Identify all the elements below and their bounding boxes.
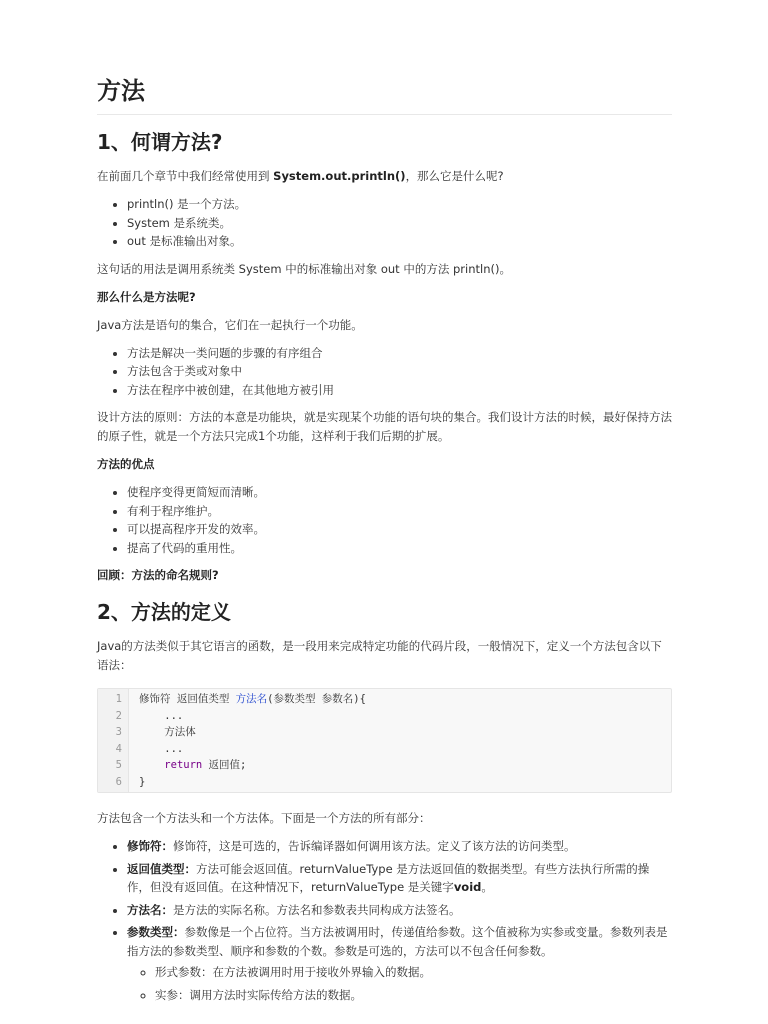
- list-item: • out 是标准输出对象。: [127, 232, 672, 251]
- list-item: • System 是系统类。: [127, 214, 672, 233]
- article-content: [97, 74, 672, 1013]
- list-item: • 使程序变得更简短而清晰。: [127, 483, 672, 502]
- list-item: • 可以提高程序开发的效率。: [127, 520, 672, 539]
- question-heading: 那么什么是方法呢?: [97, 289, 196, 304]
- code-line: return 返回值;: [164, 759, 247, 771]
- list-item: ◦ 实参：调用方法时实际传给方法的数据。: [155, 986, 672, 1005]
- inline-code: System.out.println(): [273, 169, 406, 183]
- list-item: • println() 是一个方法。: [127, 195, 672, 214]
- usage-paragraph: 这句话的用法是调用系统类 System 中的标准输出对象 out 中的方法 println()。: [97, 261, 511, 276]
- code-line: 方法体: [139, 726, 196, 738]
- syntax-intro-paragraph: Java的方法类似于其它语言的函数，是一段用来完成特定功能的代码片段，一般情况下，定义一个方法包含以下语法：: [97, 639, 662, 672]
- list-item: ◦ 形式参数：在方法被调用时用于接收外界输入的数据。: [155, 963, 672, 982]
- code-line: }: [139, 775, 146, 788]
- section1-heading: 1、何谓方法?: [97, 130, 223, 154]
- list-item: • 修饰符：修饰符，这是可选的，告诉编译器如何调用该方法。定义了该方法的访问类型。: [127, 837, 672, 856]
- advantages-list: [97, 483, 672, 557]
- design-principle-paragraph: 设计方法的原则：方法的本意是功能块，就是实现某个功能的语句块的集合。我们设计方法的时候，最好保持方法的原子性，就是一个方法只完成1个功能，这样利于我们后期的扩展。: [97, 410, 672, 443]
- list-item: • 提高了代码的重用性。: [127, 539, 672, 558]
- advantages-heading: 方法的优点: [97, 457, 155, 471]
- code-line: ...: [139, 742, 184, 755]
- section2-heading: 2、方法的定义: [97, 600, 231, 624]
- list-item: • 返回值类型：方法可能会返回值。returnValueType 是方法返回值的数据类型。有些方法执行所需的操作，但没有返回值。在这种情况下，returnValueType 是关键字void。: [127, 860, 672, 897]
- code-line: 修饰符 返回值类型 方法名(参数类型 参数名){: [139, 693, 366, 705]
- code-line: ...: [139, 709, 184, 722]
- list-item: • 方法在程序中被创建，在其他地方被引用: [127, 381, 672, 400]
- method-features-list: [97, 344, 672, 400]
- println-list: [97, 195, 672, 251]
- code-block[interactable]: [97, 688, 672, 793]
- code-lines: [129, 689, 366, 792]
- list-item: • 有利于程序维护。: [127, 502, 672, 521]
- definition-paragraph: Java方法是语句的集合，它们在一起执行一个功能。: [97, 317, 363, 332]
- line-number-gutter: 1 2 3 4 5 6: [98, 689, 129, 792]
- review-heading: 回顾：方法的命名规则?: [97, 568, 219, 582]
- method-parts-paragraph: 方法包含一个方法头和一个方法体。下面是一个方法的所有部分：: [97, 811, 431, 825]
- intro-paragraph: 在前面几个章节中我们经常使用到 System.out.println()，那么它是什么呢?: [97, 169, 504, 183]
- page-title: 方法: [97, 74, 672, 115]
- list-item: • 参数类型：参数像是一个占位符。当方法被调用时，传递值给参数。这个值被称为实参或变量。参数列表是指方法的参数类型、顺序和参数的个数。参数是可选的，方法可以不包含任何参数。 ◦ 形式参数：在方法被调用时用于接收外界输入的数据。 ◦ 实参：调用方法时实际传给方法的数据。: [127, 923, 672, 1004]
- list-item: • 方法名：是方法的实际名称。方法名和参数表共同构成方法签名。: [127, 901, 672, 920]
- list-item: • 方法是解决一类问题的步骤的有序组合: [127, 344, 672, 363]
- parameter-sub-list: [127, 963, 672, 1004]
- list-item: • 方法包含于类或对象中: [127, 362, 672, 381]
- method-parts-list: [97, 837, 672, 1004]
